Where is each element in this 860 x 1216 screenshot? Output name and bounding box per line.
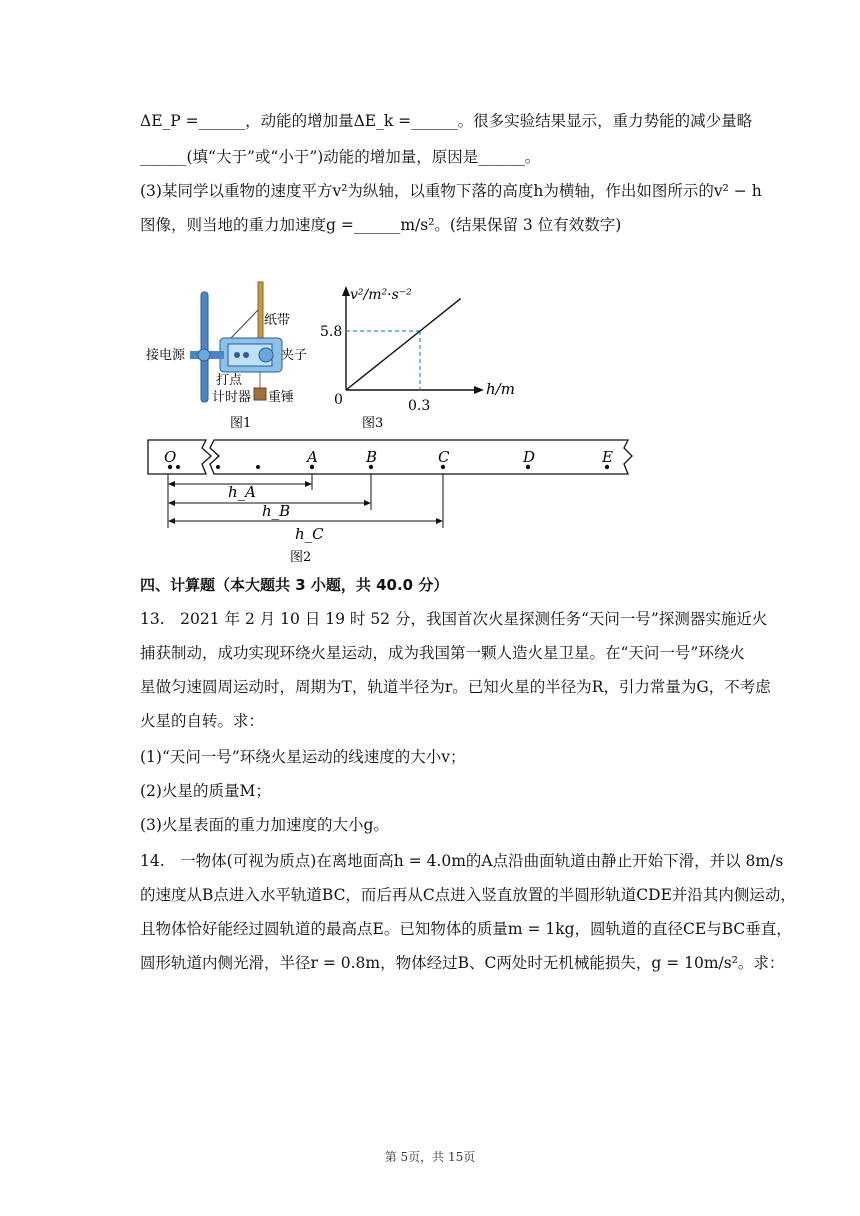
figure1-caption: 图1	[230, 416, 252, 431]
text-line-4: 图像，则当地的重力加速度g =______m/s²。(结果保留 3 位有效数字)	[140, 216, 622, 234]
section-title: 四、计算题（本大题共 3 小题，共 40.0 分）	[140, 576, 449, 594]
figure3-caption: 图3	[362, 416, 384, 431]
page-footer: 第 5页，共 15页	[384, 1150, 476, 1164]
dot-2	[216, 465, 220, 469]
figure2-caption: 图2	[290, 550, 312, 565]
label-timer-1: 打点	[216, 373, 243, 388]
figures-svg	[0, 0, 860, 580]
q14-line-1: 14. 一物体(可视为质点)在离地面高h = 4.0m的A点沿曲面轨道由静止开始下滑，并以 8m/s	[140, 852, 784, 870]
distance-hC: h_C	[295, 525, 324, 543]
y-axis-arrow	[342, 286, 350, 296]
x-axis-label: h/m	[486, 380, 515, 398]
q13-subq-2: (2)火星的质量M；	[140, 782, 271, 800]
q14-line-4: 圆形轨道内侧光滑，半径r = 0.8m，物体经过B、C两处时无机械能损失，g = 10m/s²。求：	[140, 954, 785, 972]
label-weight: 重锤	[268, 390, 295, 405]
text-line-2: ______(填“大于”或“小于”)动能的增加量，原因是______。	[140, 148, 541, 166]
point-D: D	[523, 448, 536, 466]
tape-left-piece	[148, 440, 211, 474]
figure1-apparatus	[146, 282, 307, 431]
q13-subq-1: (1)“天问一号”环绕火星运动的线速度的大小v；	[140, 748, 466, 766]
dot-3	[256, 465, 260, 469]
text-line-1: ΔE_P =______，动能的增加量ΔE_k =______。很多实验结果显示，重力势能的减少量略	[140, 112, 753, 130]
x-axis-arrow	[474, 386, 484, 394]
text-line-3: (3)某同学以重物的速度平方v²为纵轴，以重物下落的高度h为横轴，作出如图所示的v² − h	[140, 182, 762, 200]
q14-line-2: 的速度从B点进入水平轨道BC，而后再从C点进入竖直放置的半圆形轨道CDE并沿其内侧运动，	[140, 886, 796, 904]
q13-line-1: 13. 2021 年 2 月 10 日 19 时 52 分，我国首次火星探测任务“天问一号”探测器实施近火	[140, 610, 768, 628]
q14-line-3: 且物体恰好能经过圆轨道的最高点E。已知物体的质量m = 1kg，圆轨道的直径CE与BC垂直，	[140, 920, 792, 938]
label-timer-2: 计时器	[212, 390, 252, 405]
label-power: 接电源	[146, 348, 186, 363]
point-A: A	[307, 448, 318, 466]
point-B: B	[366, 448, 378, 466]
distance-hA: h_A	[228, 483, 256, 501]
data-line	[346, 299, 461, 390]
y-tick-label: 5.8	[320, 324, 343, 340]
y-axis-label: v²/m²·s⁻²	[350, 287, 412, 303]
origin-label: 0	[334, 392, 343, 408]
q13-line-4: 火星的自转。求：	[140, 712, 265, 730]
q13-line-3: 星做匀速圆周运动时，周期为T，轨道半径为r。已知火星的半径为R，引力常量为G，不考虑	[140, 678, 771, 696]
figure3-chart	[320, 286, 515, 431]
point-E: E	[602, 448, 613, 466]
point-O: O	[164, 448, 177, 466]
point-C: C	[438, 448, 450, 466]
dot-1	[176, 465, 180, 469]
label-paper: 纸带	[264, 313, 291, 328]
label-clip: 夹子	[281, 348, 308, 363]
q13-subq-3: (3)火星表面的重力加速度的大小g。	[140, 816, 389, 834]
tape-right-piece	[210, 440, 632, 474]
x-tick-label: 0.3	[408, 398, 431, 414]
q13-line-2: 捕获制动，成功实现环绕火星运动，成为我国第一颗人造火星卫星。在“天问一号”环绕火	[140, 644, 745, 662]
distance-hB: h_B	[262, 502, 291, 520]
weight-block	[254, 388, 266, 400]
figure2-tape	[148, 440, 632, 565]
